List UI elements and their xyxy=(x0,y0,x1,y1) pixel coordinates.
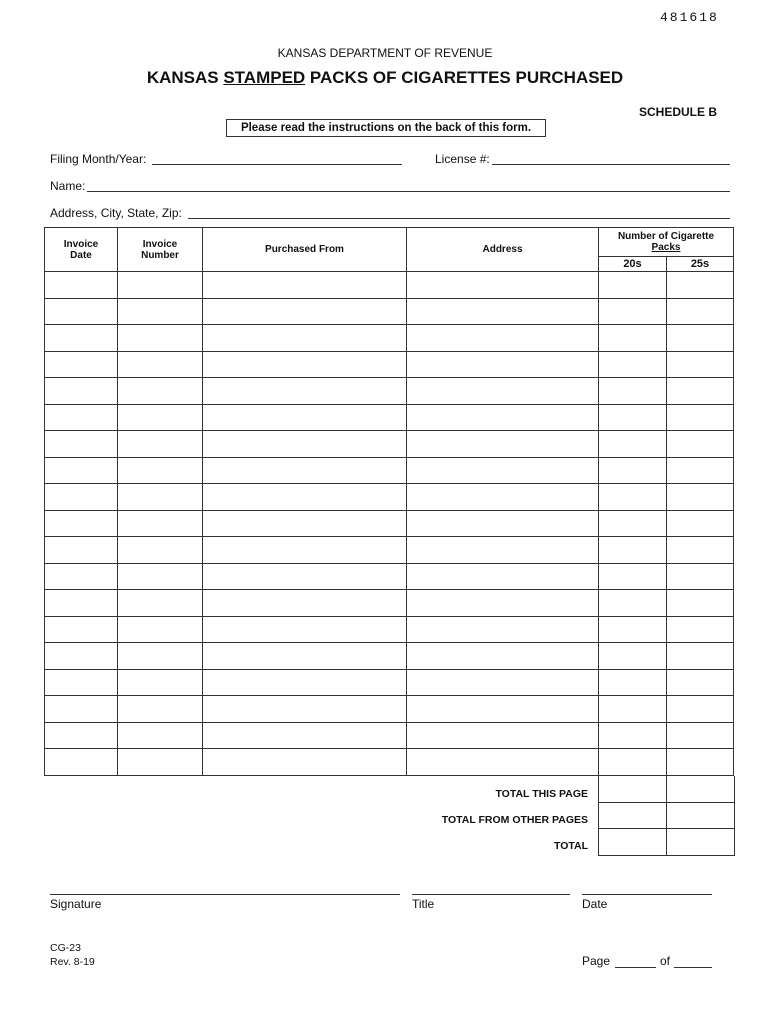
address-label: Address, City, State, Zip: xyxy=(50,206,182,220)
cell-purchased-from[interactable] xyxy=(203,722,407,749)
cell-address[interactable] xyxy=(407,404,599,431)
cell-address[interactable] xyxy=(407,457,599,484)
cell-address[interactable] xyxy=(407,510,599,537)
cell-purchased-from[interactable] xyxy=(203,431,407,458)
cell-packs-25s[interactable] xyxy=(667,431,734,458)
cell-purchased-from[interactable] xyxy=(203,404,407,431)
cell-purchased-from[interactable] xyxy=(203,696,407,723)
cell-address[interactable] xyxy=(407,325,599,352)
table-row xyxy=(45,404,734,431)
cell-invoice-number[interactable] xyxy=(118,510,203,537)
title-line[interactable] xyxy=(412,894,570,895)
total-25s[interactable] xyxy=(666,828,735,856)
cell-address[interactable] xyxy=(407,563,599,590)
cell-invoice-date[interactable] xyxy=(45,563,118,590)
department-name: KANSAS DEPARTMENT OF REVENUE xyxy=(277,46,493,60)
total-other-pages-label: TOTAL FROM OTHER PAGES xyxy=(441,814,588,826)
cell-address[interactable] xyxy=(407,669,599,696)
cell-packs-25s[interactable] xyxy=(667,272,734,299)
cell-packs-20s[interactable] xyxy=(599,563,667,590)
table-row xyxy=(45,563,734,590)
cell-invoice-date[interactable] xyxy=(45,510,118,537)
cell-invoice-date[interactable] xyxy=(45,272,118,299)
cell-invoice-number[interactable] xyxy=(118,431,203,458)
cell-packs-20s[interactable] xyxy=(599,351,667,378)
cell-invoice-number[interactable] xyxy=(118,590,203,617)
cell-address[interactable] xyxy=(407,272,599,299)
table-row xyxy=(45,590,734,617)
cell-packs-25s[interactable] xyxy=(667,351,734,378)
cell-packs-25s[interactable] xyxy=(667,510,734,537)
table-row xyxy=(45,351,734,378)
table-row xyxy=(45,457,734,484)
cell-packs-20s[interactable] xyxy=(599,537,667,564)
cell-invoice-number[interactable] xyxy=(118,378,203,405)
total-other-pages-25s[interactable] xyxy=(666,802,735,829)
cell-invoice-date[interactable] xyxy=(45,722,118,749)
cell-packs-20s[interactable] xyxy=(599,404,667,431)
name-label: Name: xyxy=(50,179,86,193)
cell-packs-20s[interactable] xyxy=(599,484,667,511)
cell-invoice-number[interactable] xyxy=(118,404,203,431)
cell-invoice-number[interactable] xyxy=(118,669,203,696)
cell-packs-20s[interactable] xyxy=(599,722,667,749)
cell-invoice-number[interactable] xyxy=(118,537,203,564)
cell-purchased-from[interactable] xyxy=(203,590,407,617)
cell-invoice-date[interactable] xyxy=(45,669,118,696)
cell-address[interactable] xyxy=(407,537,599,564)
cell-packs-25s[interactable] xyxy=(667,616,734,643)
total-other-pages-20s[interactable] xyxy=(598,802,667,829)
header-25s: 25s xyxy=(667,257,734,272)
cell-address[interactable] xyxy=(407,351,599,378)
page-total-field[interactable] xyxy=(674,967,712,968)
cell-packs-20s[interactable] xyxy=(599,325,667,352)
cell-packs-25s[interactable] xyxy=(667,404,734,431)
cell-packs-20s[interactable] xyxy=(599,298,667,325)
header-20s: 20s xyxy=(599,257,667,272)
cell-invoice-date[interactable] xyxy=(45,351,118,378)
total-label: TOTAL xyxy=(553,840,588,852)
cell-invoice-number[interactable] xyxy=(118,298,203,325)
table-row xyxy=(45,484,734,511)
cell-invoice-number[interactable] xyxy=(118,643,203,670)
cell-address[interactable] xyxy=(407,696,599,723)
cell-packs-25s[interactable] xyxy=(667,378,734,405)
cell-packs-25s[interactable] xyxy=(667,722,734,749)
cell-packs-20s[interactable] xyxy=(599,457,667,484)
cell-invoice-date[interactable] xyxy=(45,616,118,643)
cell-packs-20s[interactable] xyxy=(599,669,667,696)
form-code: CG-23 xyxy=(50,942,81,954)
header-packs: Packs xyxy=(651,242,681,253)
cell-address[interactable] xyxy=(407,643,599,670)
cell-packs-20s[interactable] xyxy=(599,590,667,617)
header-purchased-from: Purchased From xyxy=(203,228,407,272)
cell-packs-20s[interactable] xyxy=(599,749,667,776)
total-20s[interactable] xyxy=(598,828,667,856)
title-pre: KANSAS xyxy=(146,68,224,87)
cell-purchased-from[interactable] xyxy=(203,298,407,325)
license-label: License #: xyxy=(435,152,490,166)
cell-purchased-from[interactable] xyxy=(203,351,407,378)
page-label: Page xyxy=(582,954,611,968)
total-this-page-25s[interactable] xyxy=(666,776,735,803)
signature-label: Signature xyxy=(50,897,102,911)
header-invoice-number: Invoice Number xyxy=(118,228,203,272)
of-label: of xyxy=(660,954,671,968)
cell-packs-20s[interactable] xyxy=(599,431,667,458)
name-field[interactable] xyxy=(87,191,730,192)
cell-invoice-number[interactable] xyxy=(118,696,203,723)
cell-packs-25s[interactable] xyxy=(667,696,734,723)
table-row xyxy=(45,378,734,405)
cell-invoice-date[interactable] xyxy=(45,431,118,458)
cell-purchased-from[interactable] xyxy=(203,563,407,590)
cell-invoice-date[interactable] xyxy=(45,457,118,484)
cell-purchased-from[interactable] xyxy=(203,272,407,299)
cell-purchased-from[interactable] xyxy=(203,325,407,352)
cell-invoice-number[interactable] xyxy=(118,722,203,749)
cell-purchased-from[interactable] xyxy=(203,616,407,643)
instructions-notice: Please read the instructions on the back of this form. xyxy=(226,119,546,137)
table-row xyxy=(45,431,734,458)
cell-invoice-number[interactable] xyxy=(118,457,203,484)
header-address: Address xyxy=(407,228,599,272)
table-row xyxy=(45,643,734,670)
form-id: 481618 xyxy=(660,10,719,25)
cell-address[interactable] xyxy=(407,616,599,643)
header-invoice-date: Invoice Date xyxy=(45,228,118,272)
cell-purchased-from[interactable] xyxy=(203,457,407,484)
cell-purchased-from[interactable] xyxy=(203,537,407,564)
cell-invoice-date[interactable] xyxy=(45,404,118,431)
total-this-page-label: TOTAL THIS PAGE xyxy=(495,788,588,800)
cell-packs-25s[interactable] xyxy=(667,484,734,511)
cell-address[interactable] xyxy=(407,378,599,405)
page-title xyxy=(0,68,770,88)
table-row xyxy=(45,696,734,723)
table-row xyxy=(45,272,734,299)
cell-invoice-date[interactable] xyxy=(45,378,118,405)
table-row xyxy=(45,669,734,696)
cell-address[interactable] xyxy=(407,749,599,776)
table-row xyxy=(45,298,734,325)
cell-packs-25s[interactable] xyxy=(667,457,734,484)
cell-invoice-number[interactable] xyxy=(118,351,203,378)
cell-invoice-number[interactable] xyxy=(118,616,203,643)
cell-invoice-number[interactable] xyxy=(118,272,203,299)
cell-packs-20s[interactable] xyxy=(599,272,667,299)
cell-invoice-date[interactable] xyxy=(45,484,118,511)
table-row xyxy=(45,537,734,564)
cell-invoice-date[interactable] xyxy=(45,590,118,617)
cell-address[interactable] xyxy=(407,590,599,617)
table-row xyxy=(45,749,734,776)
cell-purchased-from[interactable] xyxy=(203,749,407,776)
cell-purchased-from[interactable] xyxy=(203,378,407,405)
cell-invoice-date[interactable] xyxy=(45,749,118,776)
schedule-label: SCHEDULE B xyxy=(639,105,718,119)
cell-packs-25s[interactable] xyxy=(667,669,734,696)
table-row xyxy=(45,722,734,749)
cell-purchased-from[interactable] xyxy=(203,669,407,696)
cell-packs-20s[interactable] xyxy=(599,378,667,405)
cell-packs-25s[interactable] xyxy=(667,563,734,590)
table-row xyxy=(45,616,734,643)
cell-address[interactable] xyxy=(407,431,599,458)
header-number-of-cigarette: Number of Cigarette xyxy=(617,231,715,242)
cell-address[interactable] xyxy=(407,722,599,749)
cell-packs-25s[interactable] xyxy=(667,325,734,352)
license-field[interactable] xyxy=(492,164,730,165)
cell-packs-20s[interactable] xyxy=(599,643,667,670)
cell-invoice-number[interactable] xyxy=(118,749,203,776)
cell-invoice-date[interactable] xyxy=(45,643,118,670)
cell-packs-25s[interactable] xyxy=(667,749,734,776)
cell-packs-20s[interactable] xyxy=(599,696,667,723)
cell-packs-25s[interactable] xyxy=(667,537,734,564)
cell-packs-25s[interactable] xyxy=(667,643,734,670)
cell-packs-25s[interactable] xyxy=(667,298,734,325)
header-number-of-packs xyxy=(599,228,734,257)
cell-invoice-date[interactable] xyxy=(45,298,118,325)
cell-packs-20s[interactable] xyxy=(599,616,667,643)
revision: Rev. 8-19 xyxy=(50,956,95,968)
signature-line[interactable] xyxy=(50,894,400,895)
filing-month-year-label: Filing Month/Year: xyxy=(50,152,147,166)
cell-invoice-date[interactable] xyxy=(45,325,118,352)
table-row xyxy=(45,510,734,537)
total-this-page-20s[interactable] xyxy=(598,776,667,803)
cell-purchased-from[interactable] xyxy=(203,643,407,670)
date-label: Date xyxy=(582,897,608,911)
cell-purchased-from[interactable] xyxy=(203,484,407,511)
cell-invoice-number[interactable] xyxy=(118,563,203,590)
cell-invoice-number[interactable] xyxy=(118,325,203,352)
cell-address[interactable] xyxy=(407,298,599,325)
title-post: PACKS OF CIGARETTES PURCHASED xyxy=(305,68,624,87)
address-field[interactable] xyxy=(188,218,730,219)
cell-address[interactable] xyxy=(407,484,599,511)
cell-packs-25s[interactable] xyxy=(667,590,734,617)
table-row xyxy=(45,325,734,352)
filing-month-year-field[interactable] xyxy=(152,164,402,165)
cell-purchased-from[interactable] xyxy=(203,510,407,537)
purchases-table xyxy=(44,227,734,776)
title-underlined: STAMPED xyxy=(223,68,306,87)
title-label: Title xyxy=(412,897,435,911)
cell-packs-20s[interactable] xyxy=(599,510,667,537)
cell-invoice-date[interactable] xyxy=(45,696,118,723)
cell-invoice-number[interactable] xyxy=(118,484,203,511)
cell-invoice-date[interactable] xyxy=(45,537,118,564)
page-number-field[interactable] xyxy=(615,967,656,968)
date-line[interactable] xyxy=(582,894,712,895)
